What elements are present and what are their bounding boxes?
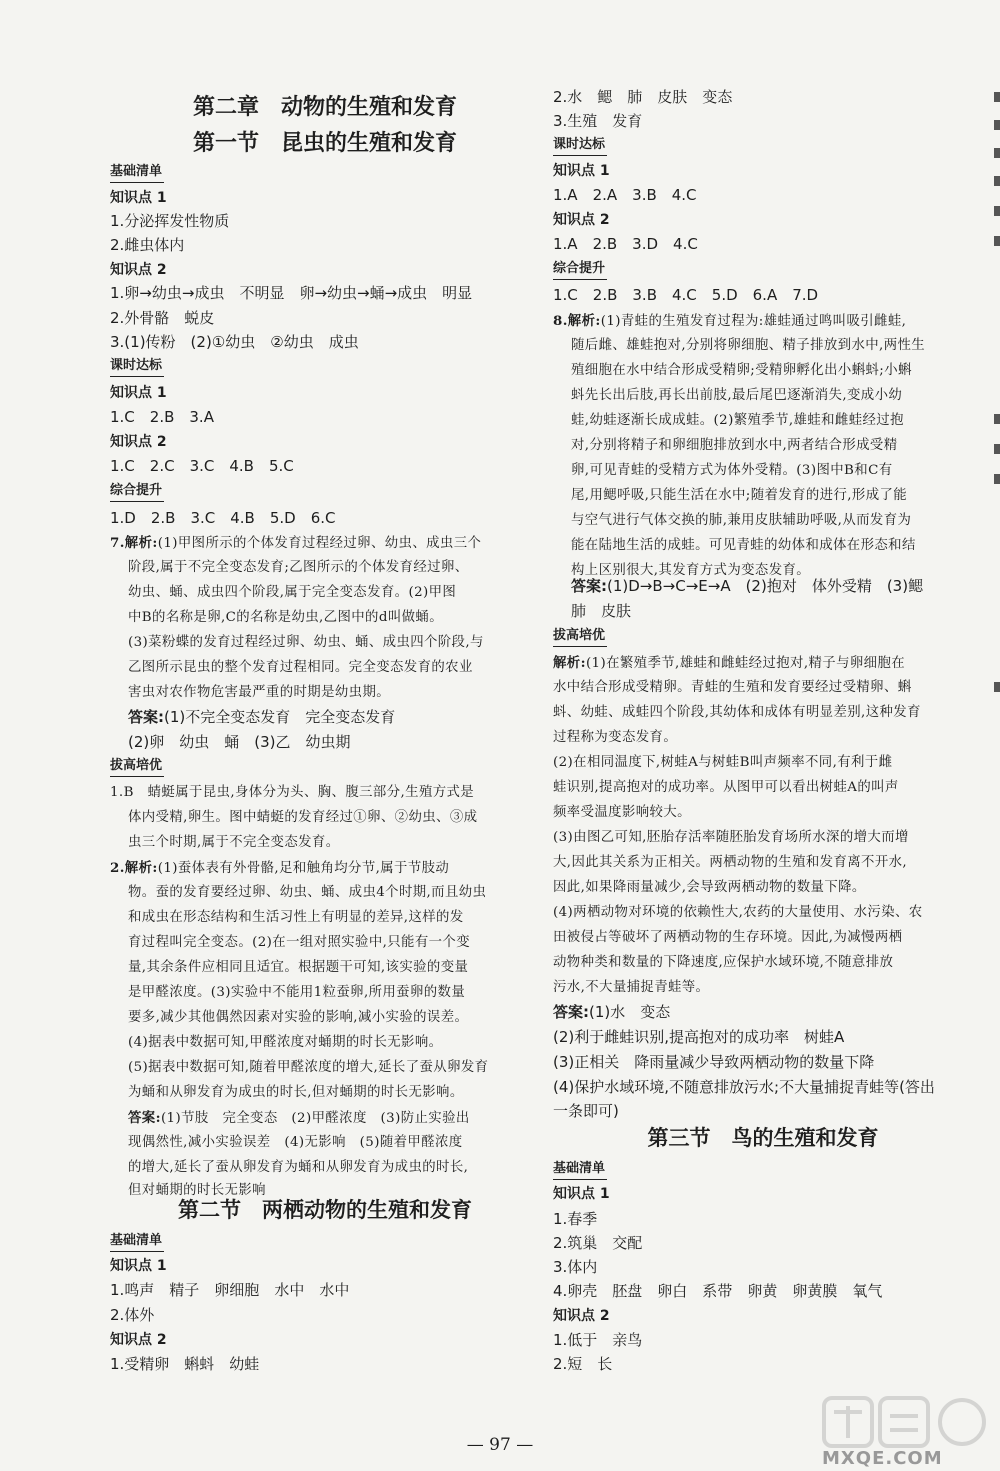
answer-line: 的增大,延长了蚕从卵发育为蛹和从卵发育为成虫的时长, bbox=[128, 1160, 469, 1175]
section-title: 第二节 两栖动物的生殖和发育 bbox=[178, 1198, 472, 1222]
explanation-line: 因此,如果降雨量减少,会导致两栖动物的数量下降。 bbox=[553, 880, 866, 895]
answer-line: 1.鸣声 精子 卵细胞 水中 水中 bbox=[110, 1281, 350, 1299]
explanation-line: 蛙识别,提高抱对的成功率。从图甲可以看出树蛙A的叫声 bbox=[553, 780, 899, 795]
edge-mark bbox=[994, 176, 1000, 186]
explanation-line: 为蛹和从卵发育为成虫的时长,但对蛹期的时长无影响。 bbox=[128, 1085, 464, 1100]
explanation-line: 水中结合形成受精卵。青蛙的生殖和发育要经过受精卵、蝌 bbox=[553, 680, 912, 695]
edge-mark bbox=[994, 206, 1000, 216]
answer-line: 1.卵→幼虫→成虫 不明显 卵→幼虫→蛹→成虫 明显 bbox=[110, 284, 473, 302]
explanation-line: 殖细胞在水中结合形成受精卵;受精卵孵化出小蝌蚪;小蝌 bbox=[571, 363, 912, 378]
explanation-line: 要多,减少其他偶然因素对实验的影响,减小实验的误差。 bbox=[128, 1010, 469, 1025]
edge-mark bbox=[994, 92, 1000, 102]
explanation-line: 2.解析:(1)蚕体表有外骨骼,足和触角均分节,属于节肢动 bbox=[110, 860, 450, 876]
explanation-line: 蚪、幼蛙、成蛙四个阶段,其幼体和成体有明显差别,这种发育 bbox=[553, 705, 921, 720]
explanation-line: 与空气进行气体交换的肺,兼用皮肤辅助呼吸,从而发育为 bbox=[571, 513, 912, 528]
section-tag: 拔高培优 bbox=[110, 757, 164, 777]
answer-line: (2)卵 幼虫 蛹 (3)乙 幼虫期 bbox=[128, 733, 351, 751]
knowledge-point-label: 知识点 2 bbox=[553, 1308, 610, 1324]
explanation-line: 体内受精,卵生。图中蜻蜓的发育经过①卵、②幼虫、③成 bbox=[128, 810, 478, 825]
answer-line: 4.卵壳 胚盘 卵白 系带 卵黄 卵黄膜 氧气 bbox=[553, 1282, 883, 1300]
knowledge-point-label: 知识点 1 bbox=[110, 1258, 167, 1274]
explanation-label: 2.解析: bbox=[110, 860, 158, 876]
section-title: 第三节 鸟的生殖和发育 bbox=[647, 1126, 879, 1150]
explanation-line: 解析:(1)在繁殖季节,雄蛙和雌蛙经过抱对,精子与卵细胞在 bbox=[553, 655, 906, 671]
explanation-line: 8.解析:(1)青蛙的生殖发育过程为:雄蛙通过鸣叫吸引雌蛙, bbox=[553, 313, 907, 329]
answer-line: 2.水 鳃 肺 皮肤 变态 bbox=[553, 88, 733, 106]
knowledge-point-label: 知识点 2 bbox=[110, 1332, 167, 1348]
explanation-line: 尾,用鳃呼吸,只能生活在水中;随着发育的进行,形成了能 bbox=[571, 488, 908, 503]
edge-mark bbox=[994, 414, 1000, 424]
explanation-line: 构上区别很大,其发育方式为变态发育。 bbox=[571, 563, 811, 578]
answer-line: 但对蛹期的时长无影响 bbox=[128, 1183, 266, 1198]
answer-line: 一条即可) bbox=[553, 1102, 619, 1120]
explanation-line: 动物种类和数量的下降速度,应保护水域环境,不随意排放 bbox=[553, 955, 894, 970]
explanation-line: 害虫对农作物危害最严重的时期是幼虫期。 bbox=[128, 685, 391, 700]
knowledge-point-label: 知识点 1 bbox=[110, 385, 167, 401]
answer-line: 2.体外 bbox=[110, 1306, 155, 1324]
explanation-line: 幼虫、蛹、成虫四个阶段,属于完全变态发育。(2)甲图 bbox=[128, 585, 457, 600]
explanation-line: 能在陆地生活的成蛙。可见青蛙的幼体和成体在形态和结 bbox=[571, 538, 916, 553]
answer-line: 答案:(1)不完全变态发育 完全变态发育 bbox=[128, 708, 396, 726]
answer-line: 3.(1)传粉 (2)①幼虫 ②幼虫 成虫 bbox=[110, 333, 359, 351]
answer-line: 3.体内 bbox=[553, 1258, 598, 1276]
explanation-line: 过程称为变态发育。 bbox=[553, 730, 678, 745]
section-tag: 基础清单 bbox=[110, 1232, 164, 1252]
explanation-line: 和成虫在形态结构和生活习性上有明显的差异,这样的发 bbox=[128, 910, 464, 925]
watermark-text: MXQE.COM bbox=[822, 1448, 943, 1469]
answer-line: 答案:(1)D→B→C→E→A (2)抱对 体外受精 (3)鳃 bbox=[571, 577, 924, 595]
answer-line: 1.A 2.B 3.D 4.C bbox=[553, 235, 698, 253]
answer-label: 答案: bbox=[571, 577, 607, 595]
answer-line: 1.C 2.C 3.C 4.B 5.C bbox=[110, 457, 294, 475]
knowledge-point-label: 知识点 1 bbox=[110, 190, 167, 206]
knowledge-point-label: 知识点 2 bbox=[553, 212, 610, 228]
explanation-line: 随后雌、雄蛙抱对,分别将卵细胞、精子排放到水中,两性生 bbox=[571, 338, 926, 353]
section-tag: 拔高培优 bbox=[553, 627, 607, 647]
explanation-line: (5)据表中数据可知,随着甲醛浓度的增大,延长了蚕从卵发育 bbox=[128, 1060, 489, 1075]
explanation-line: 污水,不大量捕捉青蛙等。 bbox=[553, 980, 710, 995]
edge-mark bbox=[994, 682, 1000, 692]
section-tag: 课时达标 bbox=[553, 136, 607, 156]
answer-line: 现偶然性,减小实验误差 (4)无影响 (5)随着甲醛浓度 bbox=[128, 1135, 463, 1150]
edge-mark bbox=[994, 474, 1000, 484]
answer-line: 2.外骨骼 蜕皮 bbox=[110, 309, 215, 327]
section-title: 第一节 昆虫的生殖和发育 bbox=[192, 131, 457, 156]
explanation-label: 8.解析: bbox=[553, 313, 601, 329]
explanation-line: 7.解析:(1)甲图所示的个体发育过程经过卵、幼虫、成虫三个 bbox=[110, 535, 482, 551]
answer-label: 答案: bbox=[553, 1003, 589, 1021]
explanation-line: (2)在相同温度下,树蛙A与树蛙B叫声频率不同,有利于雌 bbox=[553, 755, 893, 770]
explanation-line: 是甲醛浓度。(3)实验中不能用1粒蚕卵,所用蚕卵的数量 bbox=[128, 985, 466, 1000]
answer-line: 1.C 2.B 3.A bbox=[110, 408, 214, 426]
answer-line: 1.受精卵 蝌蚪 幼蛙 bbox=[110, 1355, 260, 1373]
edge-mark bbox=[994, 236, 1000, 246]
knowledge-point-label: 知识点 2 bbox=[110, 434, 167, 450]
answer-line: 2.雌虫体内 bbox=[110, 236, 185, 254]
explanation-line: (4)两栖动物对环境的依赖性大,农药的大量使用、水污染、农 bbox=[553, 905, 923, 920]
edge-mark bbox=[994, 444, 1000, 454]
explanation-label: 解析: bbox=[553, 655, 586, 671]
explanation-line: (3)由图乙可知,胚胎存活率随胚胎发育场所水深的增大而增 bbox=[553, 830, 909, 845]
explanation-line: 量,其余条件应相同且适宜。根据题干可知,该实验的变量 bbox=[128, 960, 469, 975]
knowledge-point-label: 知识点 1 bbox=[553, 1186, 610, 1202]
page-number: — 97 — bbox=[466, 1435, 534, 1455]
section-tag: 综合提升 bbox=[110, 482, 164, 502]
explanation-line: 乙图所示昆虫的整个发育过程相同。完全变态发育的农业 bbox=[128, 660, 473, 675]
explanation-line: 频率受温度影响较大。 bbox=[553, 805, 691, 820]
explanation-line: 中B的名称是卵,C的名称是幼虫,乙图中的d叫做蛹。 bbox=[128, 610, 443, 625]
explanation-line: 大,因此其关系为正相关。两栖动物的生殖和发育离不开水, bbox=[553, 855, 908, 870]
section-tag: 课时达标 bbox=[110, 357, 164, 377]
answer-label: 答案: bbox=[128, 1110, 161, 1126]
section-tag: 综合提升 bbox=[553, 260, 607, 280]
answer-line: 答案:(1)节肢 完全变态 (2)甲醛浓度 (3)防止实验出 bbox=[128, 1110, 470, 1126]
explanation-label: 7.解析: bbox=[110, 535, 158, 551]
explanation-line: 卵,可见青蛙的受精方式为体外受精。(3)图中B和C有 bbox=[571, 463, 893, 478]
knowledge-point-label: 知识点 2 bbox=[110, 262, 167, 278]
answer-line: 1.低于 亲鸟 bbox=[553, 1331, 643, 1349]
explanation-line: 1.B 蜻蜓属于昆虫,身体分为头、胸、腹三部分,生殖方式是 bbox=[110, 785, 475, 800]
explanation-line: 田被侵占等破坏了两栖动物的生存环境。因此,为减慢两栖 bbox=[553, 930, 903, 945]
answer-line: (3)正相关 降雨量减少导致两栖动物的数量下降 bbox=[553, 1053, 875, 1071]
answer-line: 1.春季 bbox=[553, 1210, 598, 1228]
edge-mark bbox=[994, 120, 1000, 130]
answer-line: 1.分泌挥发性物质 bbox=[110, 212, 230, 230]
answer-line: 答案:(1)水 变态 bbox=[553, 1003, 671, 1021]
answer-line: 2.短 长 bbox=[553, 1355, 613, 1373]
answer-line: 肺 皮肤 bbox=[571, 602, 632, 620]
section-tag: 基础清单 bbox=[110, 163, 164, 183]
answer-line: 1.D 2.B 3.C 4.B 5.D 6.C bbox=[110, 509, 336, 527]
explanation-line: 蛙,幼蛙逐渐长成成蛙。(2)繁殖季节,雄蛙和雌蛙经过抱 bbox=[571, 413, 904, 428]
answer-line: (2)利于雌蛙识别,提高抱对的成功率 树蛙A bbox=[553, 1028, 845, 1046]
explanation-line: (4)据表中数据可知,甲醛浓度对蛹期的时长无影响。 bbox=[128, 1035, 443, 1050]
explanation-line: 虫三个时期,属于不完全变态发育。 bbox=[128, 835, 340, 850]
section-tag: 基础清单 bbox=[553, 1160, 607, 1180]
explanation-line: 阶段,属于不完全变态发育;乙图所示的个体发育经过卵、 bbox=[128, 560, 469, 575]
chapter-title: 第二章 动物的生殖和发育 bbox=[192, 95, 457, 120]
answer-line: 1.C 2.B 3.B 4.C 5.D 6.A 7.D bbox=[553, 286, 819, 304]
knowledge-point-label: 知识点 1 bbox=[553, 163, 610, 179]
edge-mark bbox=[994, 148, 1000, 158]
explanation-line: 物。蚕的发育要经过卵、幼虫、蛹、成虫4个时期,而且幼虫 bbox=[128, 885, 487, 900]
answer-label: 答案: bbox=[128, 708, 164, 726]
answer-line: 1.A 2.A 3.B 4.C bbox=[553, 186, 697, 204]
answer-line: (4)保护水域环境,不随意排放污水;不大量捕捉青蛙等(答出 bbox=[553, 1078, 935, 1096]
answer-line: 3.生殖 发育 bbox=[553, 112, 643, 130]
answer-line: 2.筑巢 交配 bbox=[553, 1234, 643, 1252]
explanation-line: (3)菜粉蝶的发育过程经过卵、幼虫、蛹、成虫四个阶段,与 bbox=[128, 635, 484, 650]
explanation-line: 育过程叫完全变态。(2)在一组对照实验中,只能有一个变 bbox=[128, 935, 471, 950]
explanation-line: 对,分别将精子和卵细胞排放到水中,两者结合形成受精 bbox=[571, 438, 898, 453]
explanation-line: 蚪先长出后肢,再长出前肢,最后尾巴逐渐消失,变成小幼 bbox=[571, 388, 903, 403]
